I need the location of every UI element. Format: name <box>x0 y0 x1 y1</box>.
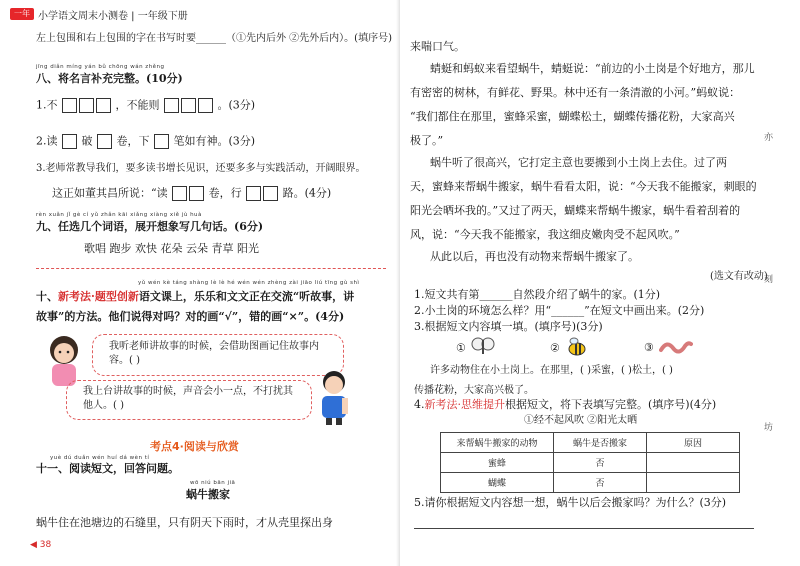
table-answer-cell[interactable] <box>647 473 740 493</box>
q10-badge: 新考法·题型创新 <box>58 290 139 303</box>
q8-2-text-a: 2.读 <box>36 134 58 148</box>
divider <box>36 268 386 269</box>
rq2: 2.小土岗的环境怎么样？用“______”在短文中画出来。(2分) <box>414 304 705 317</box>
table-header: 蜗牛是否搬家 <box>554 433 647 453</box>
option-2-bee <box>550 336 589 358</box>
story-p2b: 有密密的树林，有鲜花、野果。林中还有一条清澈的小河。”蚂蚁说： <box>410 86 741 99</box>
q8-2-text-d: 笔如有神。(3分) <box>173 134 256 148</box>
table-header-row <box>441 433 740 453</box>
answer-boxes[interactable] <box>96 134 113 149</box>
story-title-pinyin: wō niú bān jiā <box>190 480 236 486</box>
table-cell: 蝴蝶 <box>441 473 554 493</box>
rq1: 1.短文共有第______自然段介绍了蜗牛的家。(1分) <box>414 288 661 301</box>
q8-line2 <box>36 134 255 149</box>
q11-pinyin: yuè dú duǎn wén huí dá wèn tí <box>50 455 150 461</box>
answer-table <box>440 432 740 493</box>
q9-title: 九、任选几个词语，展开想象写几句话。(6分) <box>36 220 264 233</box>
table-cell: 否 <box>554 453 647 473</box>
table-row <box>441 453 740 473</box>
rq4-badge: 新考法·思维提升 <box>424 398 505 411</box>
header-tag: 一年 <box>10 8 34 20</box>
option-2-label: ② <box>550 341 560 355</box>
q8-1-text-b: ，不能则 <box>115 98 160 112</box>
q8-3-text-c: 卷，行 <box>208 186 242 200</box>
option-1-label: ① <box>456 341 466 355</box>
story-title: 蜗牛搬家 <box>186 488 230 501</box>
bubble-2 <box>66 380 312 420</box>
rq5: 5.请你根据短文内容想一想，蜗牛以后会搬家吗？为什么？(3分) <box>414 496 727 509</box>
butterfly-icon <box>471 336 495 358</box>
rq3-line2: 传播花粉，大家高兴极了。 <box>414 385 534 396</box>
answer-boxes[interactable] <box>163 98 214 113</box>
page-number: ◀ 38 <box>30 540 52 550</box>
story-p2d: 极了。” <box>410 134 444 147</box>
q8-1-text-c: 。(3分) <box>217 98 256 112</box>
table-header: 原因 <box>647 433 740 453</box>
story-p3b: 天，蜜蜂来帮蜗牛搬家，蜗牛看看太阳，说：“今天我不能搬家，刺眼的 <box>410 180 757 193</box>
story-p4: 从此以后，再也没有动物来帮蜗牛搬家了。 <box>430 250 639 263</box>
table-row <box>441 473 740 493</box>
rq3-line1: 许多动物住在小土岗上。在那里，( )采蜜，( )松土，( ) <box>430 365 673 376</box>
answer-boxes[interactable] <box>61 98 112 113</box>
q8-1-text-a: 1.不 <box>36 98 58 112</box>
q8-3-text-d: 路。(4分) <box>282 186 332 200</box>
q8-3-text-b: 这正如董其昌所说：“读 <box>52 186 168 200</box>
q7-tail: 左上包围和右上包围的字在书写时要______（①先内后外 ②先外后内）。(填序号) <box>36 33 392 44</box>
story-p2c: “我们都住在那里，蜜蜂采蜜，蝴蝶松土，蝴蝶传播花粉，大家高兴 <box>410 110 735 123</box>
q8-2-text-c: 卷，下 <box>116 134 150 148</box>
side-char: 坊 <box>764 423 774 433</box>
side-char: 亦 <box>764 133 774 143</box>
side-char: 刻 <box>764 275 774 285</box>
bee-icon <box>565 336 589 358</box>
rq4-options: ①经不起风吹 ②阳光太晒 <box>524 415 638 426</box>
story-paragraph-1: 蜗牛住在池塘边的石缝里，只有阴天下雨时，才从壳里探出身 <box>36 516 333 529</box>
bubble-1-text: 我听老师讲故事的时候，会借助图画记住故事内容。( ) <box>109 341 319 366</box>
earthworm-icon <box>659 338 693 356</box>
q8-title: 八、将名言补充完整。(10分) <box>36 72 183 85</box>
answer-boxes[interactable] <box>171 186 205 201</box>
answer-boxes[interactable] <box>153 134 170 149</box>
table-cell: 蜜蜂 <box>441 453 554 473</box>
right-page <box>400 0 800 566</box>
q8-pinyin: jīng diǎn míng yán bǔ chōng wán zhěng <box>36 64 165 70</box>
q8-2-text-b: 破 <box>81 134 93 148</box>
answer-boxes[interactable] <box>61 134 78 149</box>
bubble-1 <box>92 334 344 376</box>
option-1-butterfly <box>456 336 495 358</box>
page-number-value: 38 <box>39 540 52 550</box>
q10-pinyin: yǔ wén kè táng shàng lè lè hé wén wén zhèng zài jiāo liú tīng gù shì <box>138 280 360 286</box>
table-cell: 否 <box>554 473 647 493</box>
header-title: 小学语文周末小测卷 | 一年级下册 <box>38 11 188 22</box>
story-cont: 来喘口气。 <box>410 40 465 53</box>
q9-pinyin: rèn xuǎn jǐ gè cí yǔ zhǎn kāi xiǎng xiàng xiě jù huà <box>36 212 202 218</box>
answer-boxes[interactable] <box>245 186 279 201</box>
q10-line2: 故事”的方法。他们说得对吗？对的画“√”，错的画“×”。(4分) <box>36 310 345 323</box>
rq4-text: 根据短文，将下表填写完整。(填序号)(4分) <box>505 398 717 411</box>
section-title: 考点4·阅读与欣赏 <box>150 440 239 453</box>
bubble-2-text: 我上台讲故事的时候，声音会小一点，不打扰其他人。( ) <box>83 386 293 411</box>
story-source: (选文有改动) <box>710 271 768 282</box>
option-3-earthworm <box>644 336 693 356</box>
story-p3c: 阳光会晒坏我的。”又过了两天，蝴蝶来帮蜗牛搬家，蜗牛看着刮着的 <box>410 204 741 217</box>
story-p2a: 蜻蜓和蚂蚁来看望蜗牛，蜻蜓说：“前边的小土岗是个好地方，那儿 <box>430 62 755 75</box>
table-answer-cell[interactable] <box>647 453 740 473</box>
q8-line3: 3.老师常教导我们，要多读书增长见识，还要多多与实践活动，开阔眼界。 <box>36 163 366 174</box>
q9-words: 歌唱 跑步 欢快 花朵 云朵 青草 阳光 <box>84 242 259 255</box>
table-header: 来帮蜗牛搬家的动物 <box>441 433 554 453</box>
q10-line1: 十、新考法·题型创新语文课上，乐乐和文文正在交流“听故事，讲 <box>36 290 355 303</box>
option-3-label: ③ <box>644 341 654 354</box>
story-p3d: 风，说：“今天我不能搬家，我这细皮嫩肉受不起风吹。” <box>410 228 680 241</box>
story-p3a: 蜗牛听了很高兴，它打定主意也要搬到小土岗上去住。过了两 <box>430 156 727 169</box>
rq4: 4.新考法·思维提升根据短文，将下表填写完整。(填序号)(4分) <box>414 398 717 411</box>
q8-line1 <box>36 98 255 113</box>
rq3: 3.根据短文内容填一填。(填序号)(3分) <box>414 320 603 333</box>
q10-text1: 语文课上，乐乐和文文正在交流“听故事，讲 <box>138 290 355 303</box>
q11-title: 十一、阅读短文，回答问题。 <box>36 462 179 475</box>
answer-line[interactable] <box>414 528 754 529</box>
q8-line3b <box>52 186 331 201</box>
boy-illustration <box>312 366 356 426</box>
